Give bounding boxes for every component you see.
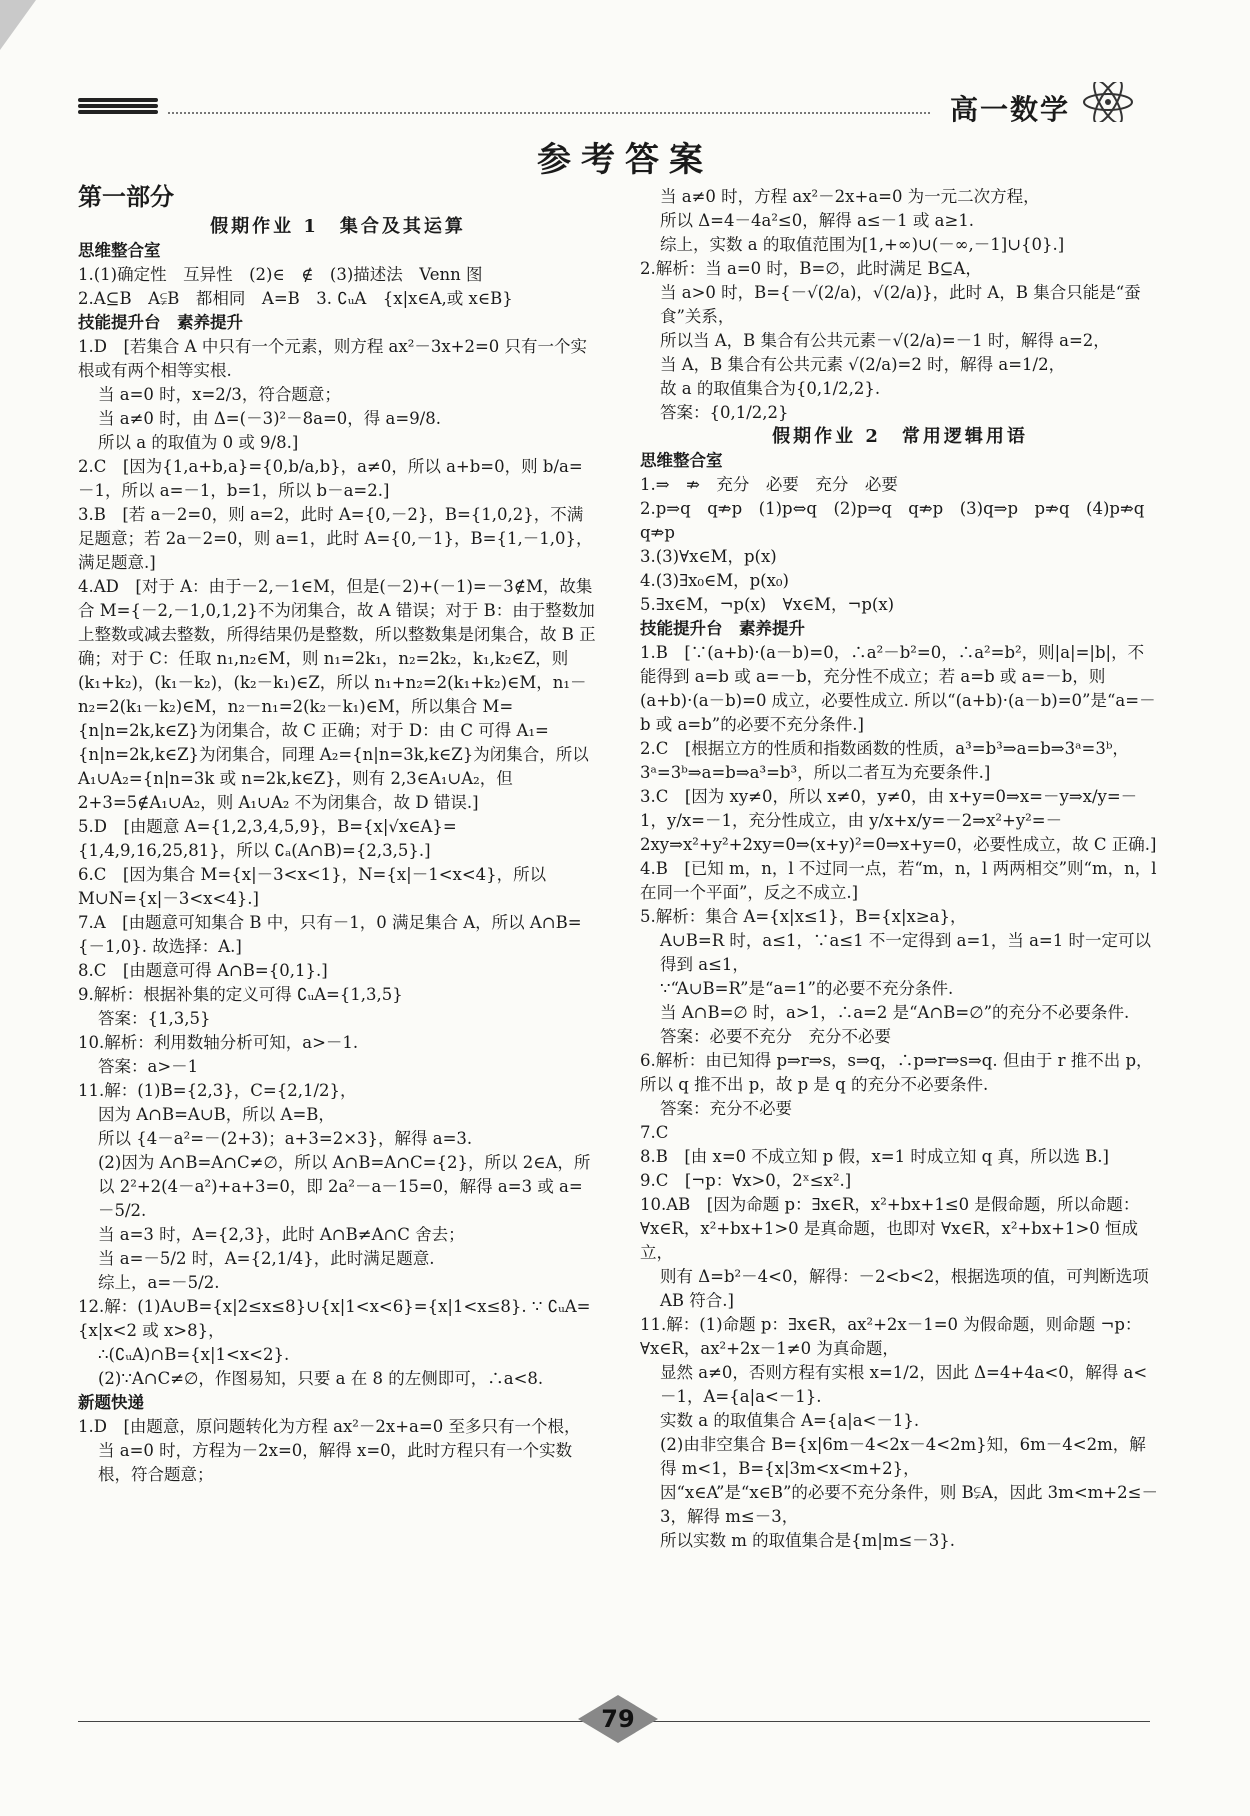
answer-line: 11.解：(1)命题 p：∃x∈R，ax²+2x－1=0 为假命题，则命题 ¬p：∀x∈R，ax²+2x－1≠0 为真命题， bbox=[640, 1315, 1142, 1358]
answer-line: 综上，实数 a 的取值范围为[1,+∞)∪(－∞,－1]∪{0}.] bbox=[660, 235, 1065, 254]
answer-line: 当 a≠0 时，由 Δ=(－3)²－8a=0，得 a=9/8. bbox=[98, 409, 441, 428]
answer-line: 7.C bbox=[640, 1123, 669, 1142]
answer-line: 所以 a 的取值为 0 或 9/8.] bbox=[98, 433, 299, 452]
answer-line: 当 a=0 时，x=2/3，符合题意； bbox=[98, 385, 341, 404]
answer-line: 答案：a>－1 bbox=[98, 1057, 199, 1076]
answer-line: ∴(∁ᵤA)∩B={x|1<x<2}. bbox=[98, 1345, 290, 1364]
answer-line: A∪B=R 时，a≤1，∵a≤1 不一定得到 a=1，当 a=1 时一定可以得到 a≤1， bbox=[660, 931, 1151, 974]
answer-line: 4.AD [对于 A：由于－2,－1∈M，但是(－2)+(－1)=－3∉M，故集合 M={－2,－1,0,1,2}不为闭集合，故 A 错误；对于 B：由于整数加上整数或减去整数，所得结果仍是整数，所以整数集是闭集合，故 B 正确；对于 C：任取 n₁,n₂∈M，则 n₁=2k₁，n₂=2k₂，k₁,k₂∈Z，则(k₁+k₂)，(k₁－k₂)，(k₂－k₁)∈Z，所以 n₁+n₂=2(k₁+k₂)∈M，n₁－n₂=2(k₁－k₂)∈M，n₂－n₁=2(k₂－k₁)∈M，所以集合 M={n|n=2k,k∈Z}为闭集合，故 C 正确；对于 D：由 C 可得 A₁={n|n=2k,k∈Z}为闭集合，同理 A₂={n|n=3k,k∈Z}为闭集合，所以 A₁∪A₂={n|n=3k 或 n=2k,k∈Z}，则有 2,3∈A₁∪A₂，但 2+3=5∉A₁∪A₂，则 A₁∪A₂ 不为闭集合，故 D 错误.] bbox=[78, 577, 596, 812]
answer-line: 答案：充分不必要 bbox=[660, 1099, 792, 1118]
answer-line: 1.(1)确定性 互异性 (2)∈ ∉ (3)描述法 Venn 图 bbox=[78, 265, 483, 284]
answer-line: 答案：必要不充分 充分不必要 bbox=[660, 1027, 891, 1046]
answer-line: 3.(3)∀x∈M，p(x) bbox=[640, 547, 777, 566]
subsection-heading: 技能提升台 素养提升 bbox=[640, 619, 805, 638]
answer-line: 5.∃x∈M，¬p(x) ∀x∈M，¬p(x) bbox=[640, 595, 895, 614]
answer-line: 2.解析：当 a=0 时，B=∅，此时满足 B⊆A， bbox=[640, 259, 982, 278]
answer-line: 1.D [由题意，原问题转化为方程 ax²－2x+a=0 至多只有一个根， bbox=[78, 1417, 581, 1436]
answer-line: 当 a≠0 时，方程 ax²－2x+a=0 为一元二次方程， bbox=[660, 187, 1040, 206]
page-header bbox=[78, 82, 1150, 126]
answer-line: 故 a 的取值集合为{0,1/2,2}. bbox=[660, 379, 881, 398]
answer-line: 所以实数 m 的取值集合是{m|m≤－3}. bbox=[660, 1531, 956, 1550]
subsection-heading: 思维整合室 bbox=[640, 451, 723, 470]
answer-line: 当 A，B 集合有公共元素 √(2/a)=2 时，解得 a=1/2， bbox=[660, 355, 1066, 374]
answer-line: 1.D [若集合 A 中只有一个元素，则方程 ax²－3x+2=0 只有一个实根或有两个相等实根. bbox=[78, 337, 588, 380]
header-dotted-rule bbox=[168, 112, 930, 114]
answer-line: 5.D [由题意 A={1,2,3,4,5,9}，B={x|√x∈A}={1,4,9,16,25,81}，所以 ∁ₐ(A∩B)={2,3,5}.] bbox=[78, 817, 457, 860]
answer-line: 8.C [由题意可得 A∩B={0,1}.] bbox=[78, 961, 328, 980]
answer-line: 1.B [∵(a+b)·(a－b)=0，∴a²－b²=0，∴a²=b²，则|a|=|b|，不能得到 a=b 或 a=－b，充分性不成立；若 a=b 或 a=－b，则(a+b)·(a－b)=0 成立，必要性成立. 所以“(a+b)·(a－b)=0”是“a=－b 或 a=b”的必要不充分条件.] bbox=[640, 643, 1156, 734]
header-subject: 高一数学 bbox=[949, 93, 1070, 126]
answer-line: 12.解：(1)A∪B={x|2≤x≤8}∪{x|1<x<6}={x|1<x≤8}. ∵ ∁ᵤA={x|x<2 或 x>8}， bbox=[78, 1297, 591, 1340]
answer-line: 7.A [由题意可知集合 B 中，只有－1，0 满足集合 A，所以 A∩B={－1,0}. 故选择：A.] bbox=[78, 913, 582, 956]
answer-line: (2)因为 A∩B=A∩C≠∅，所以 A∩B=A∩C={2}，所以 2∈A，所以 2²+2(4－a²)+a+3=0，即 2a²－a－15=0，解得 a=3 或 a=－5/2. bbox=[98, 1153, 591, 1220]
answer-line: 所以当 A，B 集合有公共元素－√(2/a)=－1 时，解得 a=2， bbox=[660, 331, 1110, 350]
answer-line: 4.B [已知 m，n，l 不过同一点，若“m，n，l 两两相交”则“m，n，l 在同一个平面”，反之不成立.] bbox=[640, 859, 1162, 902]
section-heading: 假期作业 1 集合及其运算 bbox=[210, 216, 466, 237]
page-title: 参考答案 bbox=[537, 140, 713, 180]
answer-line: 当 a=－5/2 时，A={2,1/4}，此时满足题意. bbox=[98, 1249, 435, 1268]
answer-line: 1.⇒ ⇏ 充分 必要 充分 必要 bbox=[640, 475, 898, 494]
answer-line: 实数 a 的取值集合 A={a|a<－1}. bbox=[660, 1411, 920, 1430]
page-number: 79 bbox=[601, 1705, 635, 1733]
answer-line: 10.AB [因为命题 p：∃x∈R，x²+bx+1≤0 是假命题，所以命题：∀x∈R，x²+bx+1>0 是真命题，也即对 ∀x∈R，x²+bx+1>0 恒成立， bbox=[640, 1195, 1140, 1262]
answer-line: 当 a=3 时，A={2,3}，此时 A∩B≠A∩C 舍去； bbox=[98, 1225, 465, 1244]
answer-line: 因为 A∩B=A∪B，所以 A=B， bbox=[98, 1105, 335, 1124]
answer-line: 所以 {4－a²=－(2+3)；a+3=2×3}，解得 a=3. bbox=[98, 1129, 473, 1148]
atom-icon bbox=[1078, 82, 1142, 122]
header-bars-decoration bbox=[78, 98, 158, 114]
answer-line: 6.解析：由已知得 p⇒r⇒s，s⇒q，∴p⇒r⇒s⇒q. 但由于 r 推不出 p，所以 q 推不出 p，故 p 是 q 的充分不必要条件. bbox=[640, 1051, 1153, 1094]
answer-line: 综上，a=－5/2. bbox=[98, 1273, 220, 1292]
answer-line: 当 A∩B=∅ 时，a>1，∴a=2 是“A∩B=∅”的充分不必要条件. bbox=[660, 1003, 1130, 1022]
answer-line: 2.C [根据立方的性质和指数函数的性质，a³=b³⇒a=b⇒3ᵃ=3ᵇ，3ᵃ=3ᵇ⇒a=b⇒a³=b³，所以二者互为充要条件.] bbox=[640, 739, 1129, 782]
subsection-heading: 新题快递 bbox=[78, 1393, 144, 1412]
answer-line: 答案：{0,1/2,2} bbox=[660, 403, 789, 422]
answer-line: 4.(3)∃x₀∈M，p(x₀) bbox=[640, 571, 789, 590]
answer-line: ∵“A∪B=R”是“a=1”的必要不充分条件. bbox=[660, 979, 954, 998]
right-column bbox=[640, 185, 1160, 1553]
answer-line: (2)由非空集合 B={x|6m－4<2x－4<2m}知，6m－4<2m，解得 m<1，B={x|3m<x<m+2}， bbox=[660, 1435, 1146, 1478]
subsection-heading: 技能提升台 素养提升 bbox=[78, 313, 243, 332]
answer-line: (2)∵A∩C≠∅，作图易知，只要 a 在 8 的左侧即可，∴a<8. bbox=[98, 1369, 544, 1388]
answer-line: 2.C [因为{1,a+b,a}={0,b/a,b}，a≠0，所以 a+b=0，则 b/a=－1，所以 a=－1，b=1，所以 b－a=2.] bbox=[78, 457, 583, 500]
answer-line: 2.p⇒q q⇏p (1)p⇔q (2)p⇒q q⇏p (3)q⇒p p⇏q (4)p⇏q q⇏p bbox=[640, 499, 1161, 542]
subsection-heading: 思维整合室 bbox=[78, 241, 161, 260]
answer-line: 答案：{1,3,5} bbox=[98, 1009, 211, 1028]
answer-line: 3.C [因为 xy≠0，所以 x≠0，y≠0，由 x+y=0⇒x=－y⇒x/y=－1，y/x=－1，充分性成立，由 y/x+x/y=－2⇒x²+y²=－2xy⇒x²+y²+2xy=0⇒(x+y)²=0⇒x+y=0，必要性成立，故 C 正确.] bbox=[640, 787, 1157, 854]
answer-line: 9.C [¬p：∀x>0，2ˣ≤x².] bbox=[640, 1171, 852, 1190]
answer-line: 6.C [因为集合 M={x|－3<x<1}，N={x|－1<x<4}，所以 M∪N={x|－3<x<4}.] bbox=[78, 865, 552, 908]
answer-line: 3.B [若 a－2=0，则 a=2，此时 A={0,－2}，B={1,0,2}，不满足题意；若 2a－2=0，则 a=1，此时 A={0,－1}，B={1,－1,0}，满足题意.] bbox=[78, 505, 593, 572]
answer-line: 9.解析：根据补集的定义可得 ∁ᵤA={1,3,5} bbox=[78, 985, 403, 1004]
answer-line: 11.解：(1)B={2,3}，C={2,1/2}， bbox=[78, 1081, 357, 1100]
part-heading: 第一部分 bbox=[78, 183, 174, 211]
answer-line: 5.解析：集合 A={x|x≤1}，B={x|x≥a}， bbox=[640, 907, 967, 926]
answer-line: 2.A⊆B A⫋B 都相同 A=B 3. ∁ᵤA {x|x∈A,或 x∈B} bbox=[78, 289, 513, 308]
answer-line: 显然 a≠0，否则方程有实根 x=1/2，因此 Δ=4+4a<0，解得 a<－1，A={a|a<－1}. bbox=[660, 1363, 1148, 1406]
answer-line: 10.解析：利用数轴分析可知，a>－1. bbox=[78, 1033, 359, 1052]
page-corner bbox=[0, 0, 36, 50]
answer-line: 则有 Δ=b²－4<0，解得：－2<b<2，根据选项的值，可判断选项 AB 符合.] bbox=[660, 1267, 1154, 1310]
section-heading: 假期作业 2 常用逻辑用语 bbox=[772, 426, 1028, 447]
answer-line: 8.B [由 x=0 不成立知 p 假，x=1 时成立知 q 真，所以选 B.] bbox=[640, 1147, 1109, 1166]
answer-line: 当 a=0 时，方程为－2x=0，解得 x=0，此时方程只有一个实数根，符合题意； bbox=[98, 1441, 573, 1484]
left-column bbox=[78, 185, 598, 1487]
answer-line: 当 a>0 时，B={－√(2/a)，√(2/a)}，此时 A，B 集合只能是“蚕食”关系， bbox=[660, 283, 1141, 326]
answer-line: 所以 Δ=4－4a²≤0，解得 a≤－1 或 a≥1. bbox=[660, 211, 975, 230]
page-footer bbox=[78, 1693, 1150, 1749]
answer-line: 因“x∈A”是“x∈B”的必要不充分条件，则 B⫋A，因此 3m<m+2≤－3，解得 m≤－3， bbox=[660, 1483, 1158, 1526]
